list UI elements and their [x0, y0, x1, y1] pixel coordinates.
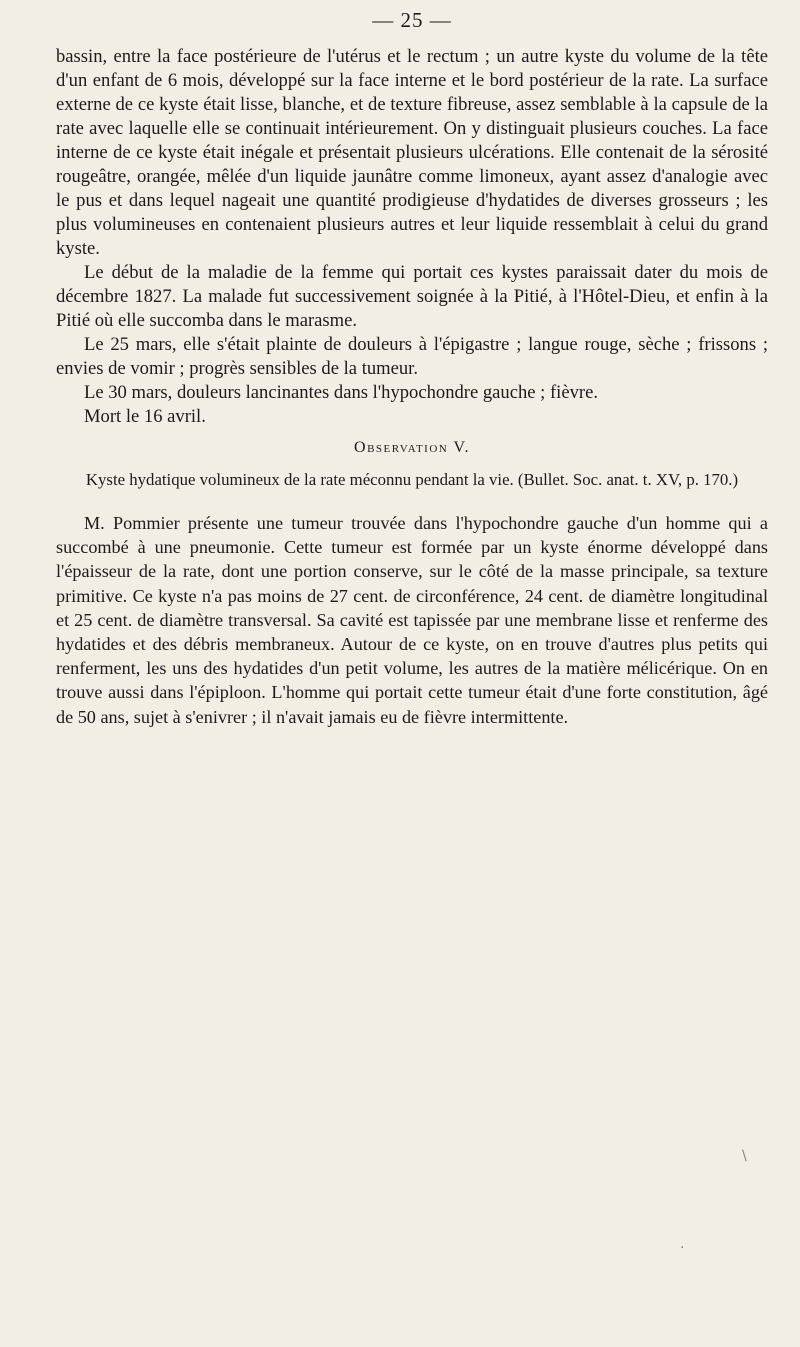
paragraph-debut-maladie: Le début de la maladie de la femme qui portait ces kystes paraissait dater du mois de décembre 1827. La malade fut successivement soignée à la Pitié, à l'Hôtel-Dieu, et enfin à la Pitié où elle succomba dans le marasme. [56, 262, 768, 331]
page-mark-backslash-glyph: \ [742, 1148, 747, 1164]
observation-title: Kyste hydatique volumineux de la rate méconnu pendant la vie. (Bullet. Soc. anat. t. XV, p. 170.) [85, 470, 739, 489]
page-mark-dot-glyph: · [680, 1240, 685, 1256]
page-number: — 25 — [372, 8, 452, 32]
observation-heading: Observation V. [354, 439, 470, 456]
paragraph-mort: Mort le 16 avril. [84, 406, 206, 427]
paragraph-kyste-description: bassin, entre la face postérieure de l'utérus et le rectum ; un autre kyste du volume de la tête d'un enfant de 6 mois, développé sur la face interne et le bord postérieur de la rate. La surface externe de ce kyste était lisse, blanche, et de texture fibreuse, assez semblable à la capsule de la rate avec laquelle elle se continuait intérieurement. On y distinguait plusieurs couches. La face interne de ce kyste était inégale et présentait plusieurs ulcérations. Elle contenait de la sérosité rougeâtre, orangée, mêlée d'un liquide jaunâtre comme limoneux, ayant assez d'analogie avec le pus et dans lequel nageait une quantité prodigieuse d'hydatides de diverses grosseurs ; les plus volumineuses en contenaient plusieurs autres et leur liquide ressemblait à celui du grand kyste. [56, 46, 768, 259]
paragraph-25-mars: Le 25 mars, elle s'était plainte de douleurs à l'épigastre ; langue rouge, sèche ; frissons ; envies de vomir ; progrès sensibles de la tumeur. [56, 334, 768, 379]
book-page [56, 8, 768, 729]
observation-body: M. Pommier présente une tumeur trouvée dans l'hypochondre gauche d'un homme qui a succombé à une pneumonie. Cette tumeur est formée par un kyste énorme développé dans l'épaisseur de la rate, dont une portion conserve, sur le côté de la masse principale, sa texture primitive. Ce kyste n'a pas moins de 27 cent. de circonférence, 24 cent. de diamètre longitudinal et 25 cent. de diamètre transversal. Sa cavité est tapissée par une membrane lisse et renferme des hydatides et des débris membraneux. Autour de ce kyste, on en trouve d'autres plus petits qui renferment, les uns des hydatides d'un petit volume, les autres de la matière mélicérique. On en trouve aussi dans l'épiploon. L'homme qui portait cette tumeur était d'une forte constitution, âgé de 50 ans, sujet à s'enivrer ; il n'avait jamais eu de fièvre intermittente. [56, 513, 768, 727]
paragraph-30-mars: Le 30 mars, douleurs lancinantes dans l'hypochondre gauche ; fièvre. [84, 382, 598, 403]
